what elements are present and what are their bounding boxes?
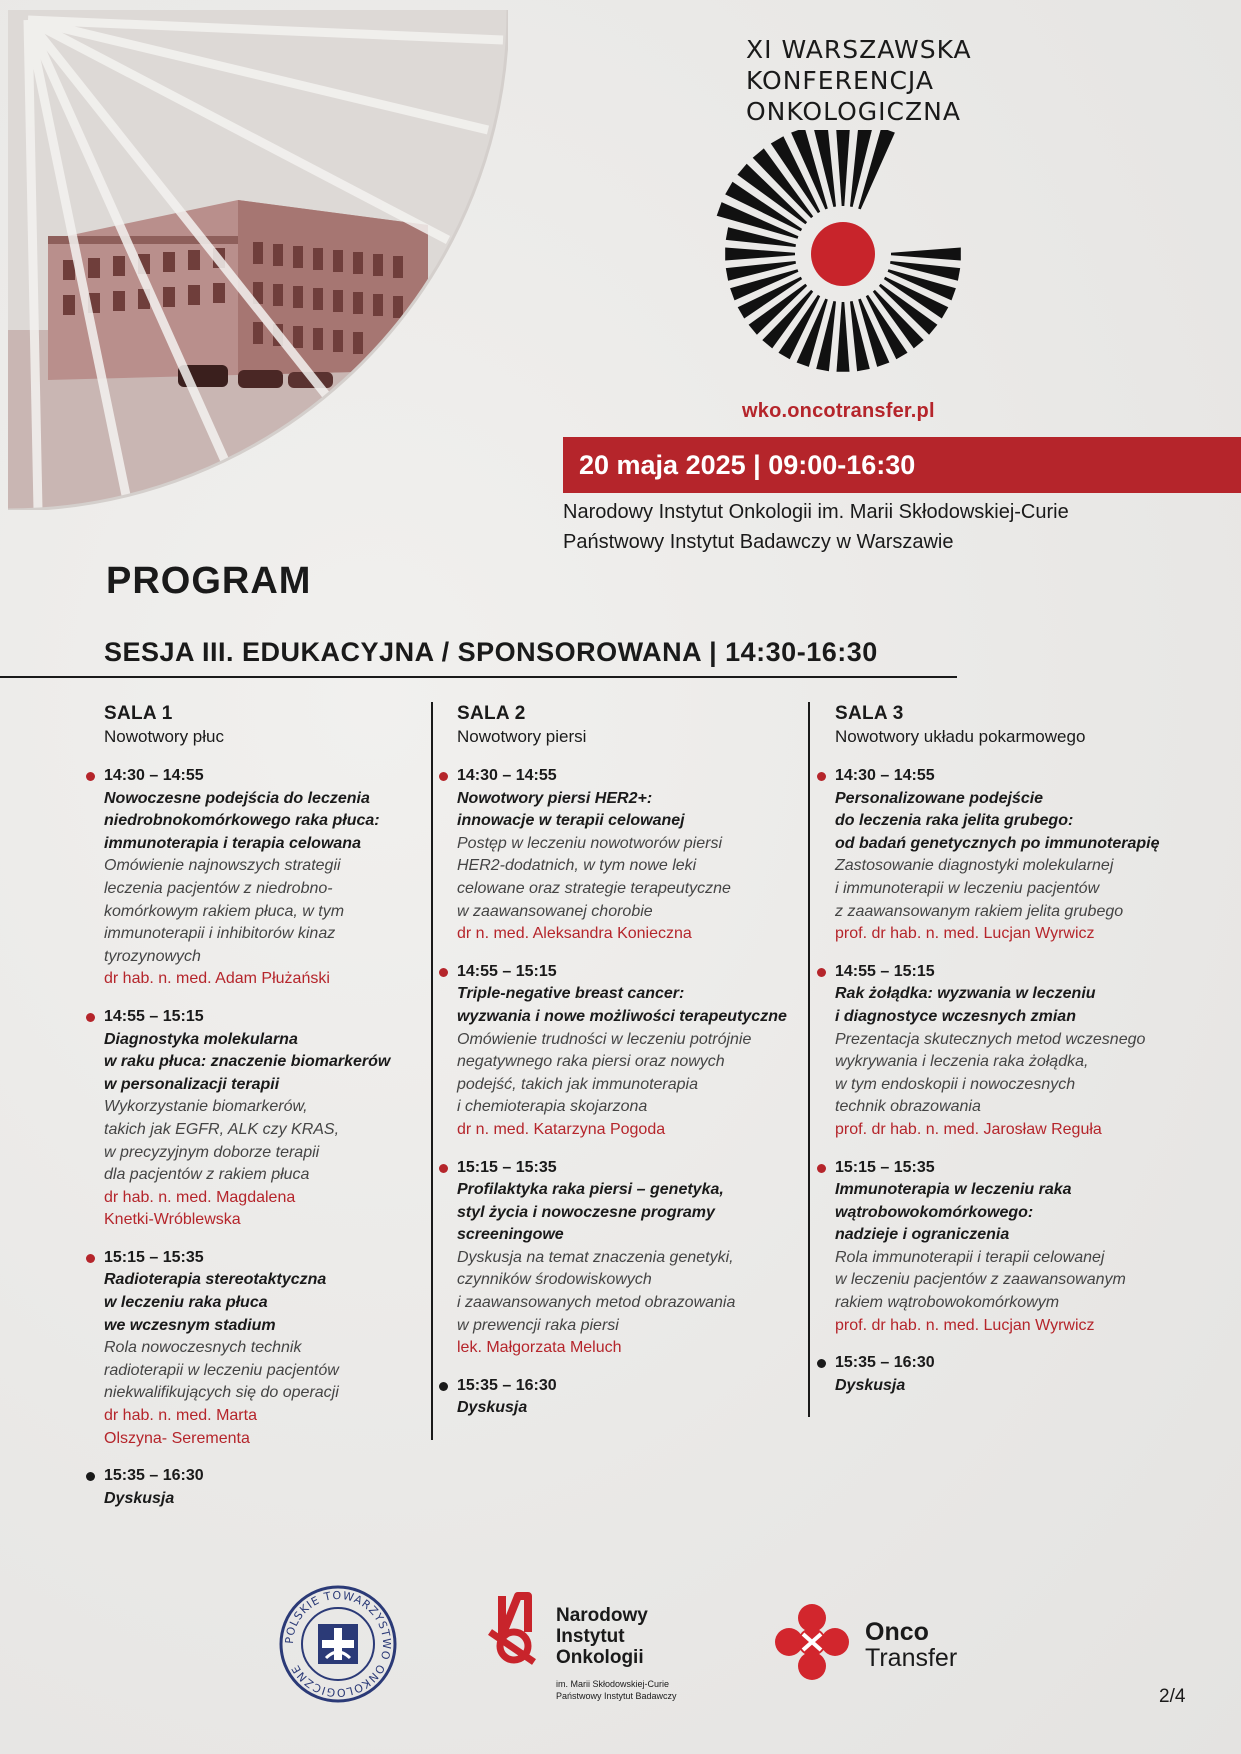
- program-item: [104, 1006, 424, 1232]
- sala-2-column: [457, 702, 812, 1435]
- nio-mark-icon: [484, 1592, 554, 1666]
- speaker-name-line: prof. dr hab. n. med. Lucjan Wyrwicz: [835, 925, 1095, 943]
- nio-sub-line: im. Marii Skłodowskiej-Curie: [556, 1679, 670, 1689]
- talk-title-line: wątrobowokomórkowego:: [835, 1203, 1034, 1221]
- talk-title-line: Nowoczesne podejścia do leczenia: [104, 789, 370, 807]
- institute-line: Państwowy Instytut Badawczy w Warszawie: [563, 531, 954, 553]
- talk-description-line: takich jak EGFR, ALK czy KRAS,: [104, 1120, 340, 1138]
- sunburst-ray: [837, 302, 850, 372]
- talk-description-line: celowane oraz strategie terapeutyczne: [457, 879, 731, 897]
- talk-description-line: czynników środowiskowych: [457, 1271, 652, 1289]
- talk-description-line: i immunoterapii w leczeniu pacjentów: [835, 879, 1100, 897]
- talk-description-line: Wykorzystanie biomarkerów,: [104, 1098, 308, 1116]
- talk-title-line: Diagnostyka molekularna: [104, 1030, 298, 1048]
- talk-title-line: Profilaktyka raka piersi – genetyka,: [457, 1181, 724, 1199]
- talk-description-line: dla pacjentów z rakiem płuca: [104, 1166, 310, 1184]
- sala-3-column: [835, 702, 1230, 1412]
- item-time: 14:30 – 14:55: [104, 767, 204, 784]
- talk-description-line: Prezentacja skutecznych metod wczesnego: [835, 1030, 1146, 1048]
- item-time: 15:35 – 16:30: [104, 1467, 204, 1485]
- bullet-red-icon: [86, 772, 95, 781]
- sunburst-ray: [836, 130, 851, 206]
- talk-title-line: Rak żołądka: wyzwania w leczeniu: [835, 985, 1096, 1003]
- item-time: 15:15 – 15:35: [835, 1158, 935, 1176]
- sunburst-ray: [891, 248, 961, 261]
- sunburst-ray: [813, 130, 836, 207]
- speaker-name-line: Knetki-Wróblewska: [104, 1211, 241, 1229]
- sala-name: SALA 2: [457, 703, 526, 724]
- oncotransfer-mark-icon: [775, 1604, 849, 1680]
- sala-topic: Nowotwory układu pokarmowego: [835, 727, 1086, 746]
- talk-title-line: Nowotwory piersi HER2+:: [457, 789, 653, 807]
- speaker-name-line: dr hab. n. med. Adam Płużański: [104, 970, 330, 988]
- talk-description-line: tyrozynowych: [104, 947, 201, 965]
- conference-title-line: KONFERENCJA: [746, 66, 934, 95]
- talk-description-line: rakiem wątrobowokomórkowym: [835, 1294, 1060, 1312]
- talk-description-line: z zaawansowanym rakiem jelita grubego: [835, 902, 1124, 920]
- talk-title-line: Radioterapia stereotaktyczna: [104, 1271, 327, 1289]
- program-item: [457, 1157, 812, 1360]
- talk-title-line: Triple-negative breast cancer:: [457, 985, 685, 1003]
- talk-title-line: i diagnostyce wczesnych zmian: [835, 1007, 1076, 1025]
- bullet-red-icon: [817, 1164, 826, 1173]
- sunburst-ray: [850, 130, 873, 207]
- sala-name: SALA 3: [835, 703, 904, 724]
- sala-1-column: [104, 702, 424, 1525]
- talk-description-line: technik obrazowania: [835, 1098, 981, 1116]
- sunburst-ray: [726, 261, 796, 281]
- conference-title-line: ONKOLOGICZNA: [746, 97, 961, 126]
- speaker-name-line: prof. dr hab. n. med. Jarosław Reguła: [835, 1120, 1102, 1138]
- session-divider: [0, 676, 957, 678]
- talk-description-line: immunoterapii i inhibitorów kinaz: [104, 925, 336, 943]
- talk-description-line: HER2-dodatnich, w tym nowe leki: [457, 857, 697, 875]
- talk-description-line: Omówienie trudności w leczeniu potrójnie: [457, 1030, 752, 1048]
- talk-title-line: we wczesnym stadium: [104, 1316, 276, 1334]
- conference-title: [746, 34, 972, 127]
- talk-title-line: Dyskusja: [835, 1376, 906, 1394]
- bullet-red-icon: [86, 1254, 95, 1263]
- nio-line: Onkologii: [556, 1647, 644, 1668]
- talk-description-line: negatywnego raka piersi oraz nowych: [457, 1053, 725, 1071]
- talk-description-line: radioterapii w leczeniu pacjentów: [104, 1361, 339, 1379]
- bullet-red-icon: [817, 968, 826, 977]
- item-time: 15:15 – 15:35: [457, 1158, 557, 1176]
- program-item: [457, 1375, 812, 1420]
- talk-description-line: Postęp w leczeniu nowotworów piersi: [457, 834, 723, 852]
- talk-title-line: do leczenia raka jelita grubego:: [835, 812, 1074, 830]
- sunburst-ray: [890, 261, 960, 281]
- program-item: [457, 765, 812, 946]
- program-item: [835, 1157, 1230, 1338]
- talk-title-line: screeningowe: [457, 1226, 564, 1244]
- bullet-black-icon: [86, 1472, 95, 1481]
- sala-topic: Nowotwory piersi: [457, 727, 587, 746]
- talk-description-line: leczenia pacjentów z niedrobno-: [104, 879, 333, 897]
- talk-description-line: Dyskusja na temat znaczenia genetyki,: [457, 1248, 734, 1266]
- talk-description-line: Rola immunoterapii i terapii celowanej: [835, 1248, 1105, 1266]
- talk-description-line: Rola nowoczesnych technik: [104, 1339, 302, 1357]
- talk-title-line: od badań genetycznych po immunoterapię: [835, 834, 1160, 852]
- bullet-black-icon: [817, 1359, 826, 1368]
- bullet-red-icon: [439, 968, 448, 977]
- speaker-name-line: lek. Małgorzata Meluch: [457, 1339, 622, 1357]
- program-item: [104, 765, 424, 991]
- talk-description-line: komórkowym rakiem płuca, w tym: [104, 902, 345, 920]
- date-banner: 20 maja 2025 | 09:00-16:30: [563, 437, 1241, 493]
- bullet-red-icon: [817, 772, 826, 781]
- speaker-name-line: dr hab. n. med. Marta: [104, 1407, 257, 1425]
- talk-description-line: w zaawansowanej chorobie: [457, 902, 653, 920]
- program-item: [104, 1465, 424, 1510]
- page-number: 2/4: [1159, 1686, 1186, 1707]
- program-item: [835, 1352, 1230, 1397]
- item-time: 15:35 – 16:30: [835, 1354, 935, 1372]
- speaker-name-line: dr n. med. Aleksandra Konieczna: [457, 925, 692, 943]
- item-time: 15:35 – 16:30: [457, 1376, 557, 1394]
- sunburst-logo-icon: [700, 130, 1000, 390]
- sala-name: SALA 1: [104, 703, 173, 724]
- institute-line: Narodowy Instytut Onkologii im. Marii Skłodowskiej-Curie: [563, 501, 1069, 523]
- talk-description-line: w precyzyjnym doborze terapii: [104, 1143, 320, 1161]
- talk-title-line: styl życia i nowoczesne programy: [457, 1203, 715, 1221]
- nio-line: Narodowy: [556, 1605, 648, 1626]
- nio-sub-line: Państwowy Instytut Badawczy: [556, 1691, 677, 1701]
- bullet-red-icon: [439, 1164, 448, 1173]
- talk-title-line: nadzieje i ograniczenia: [835, 1226, 1010, 1244]
- talk-title-line: Personalizowane podejście: [835, 789, 1044, 807]
- bullet-red-icon: [86, 1013, 95, 1022]
- bullet-black-icon: [439, 1382, 448, 1391]
- sala-topic: Nowotwory płuc: [104, 727, 224, 746]
- talk-title-line: Immunoterapia w leczeniu raka: [835, 1181, 1072, 1199]
- program-item: [104, 1247, 424, 1450]
- talk-title-line: w leczeniu raka płuca: [104, 1294, 268, 1312]
- item-time: 14:55 – 15:15: [104, 1007, 204, 1025]
- program-item: [835, 961, 1230, 1142]
- talk-description-line: i zaawansowanych metod obrazowania: [457, 1294, 736, 1312]
- talk-title-line: Dyskusja: [457, 1399, 528, 1417]
- talk-title-line: innowacje w terapii celowanej: [457, 812, 685, 830]
- sunburst-ray: [850, 301, 870, 371]
- conference-url[interactable]: wko.oncotransfer.pl: [742, 400, 935, 422]
- speaker-name-line: prof. dr hab. n. med. Lucjan Wyrwicz: [835, 1316, 1095, 1334]
- pto-ring-text: POLSKIE TOWARZYSTWO ONKOLOGICZNE: [282, 1588, 394, 1700]
- onco-text: Onco: [865, 1618, 929, 1646]
- bullet-red-icon: [439, 772, 448, 781]
- talk-description-line: Omówienie najnowszych strategii: [104, 857, 341, 875]
- talk-description-line: wykrywania i leczenia raka żołądka,: [835, 1053, 1089, 1071]
- pto-logo-icon: [278, 1584, 398, 1704]
- talk-description-line: w prewencji raka piersi: [457, 1316, 619, 1334]
- talk-title-line: w personalizacji terapii: [104, 1075, 280, 1093]
- hero-building-illustration: [8, 10, 508, 510]
- sunburst-ray: [726, 227, 796, 247]
- program-item: [457, 961, 812, 1142]
- speaker-name-line: dr n. med. Katarzyna Pogoda: [457, 1120, 666, 1138]
- talk-title-line: w raku płuca: znaczenie biomarkerów: [104, 1053, 391, 1071]
- talk-description-line: w leczeniu pacjentów z zaawansowanym: [835, 1271, 1126, 1289]
- speaker-name-line: Olszyna- Serementa: [104, 1429, 250, 1447]
- column-divider: [431, 702, 433, 1440]
- sunburst-ray: [725, 248, 795, 261]
- talk-title-line: niedrobnokomórkowego raka płuca:: [104, 812, 380, 830]
- program-item: [835, 765, 1230, 946]
- talk-description-line: i chemioterapia skojarzona: [457, 1098, 648, 1116]
- session-heading: SESJA III. EDUKACYJNA / SPONSOROWANA | 14:30-16:30: [104, 637, 878, 667]
- sunburst-ray: [816, 301, 836, 371]
- speaker-name-line: dr hab. n. med. Magdalena: [104, 1188, 296, 1206]
- talk-title-line: Dyskusja: [104, 1489, 175, 1507]
- talk-description-line: podejść, takich jak immunoterapia: [457, 1075, 699, 1093]
- venue-institute: [563, 497, 1069, 557]
- item-time: 14:30 – 14:55: [457, 767, 557, 784]
- transfer-text: Transfer: [865, 1644, 958, 1672]
- nio-line: Instytut: [556, 1626, 625, 1647]
- item-time: 14:55 – 15:15: [457, 962, 557, 980]
- item-time: 14:30 – 14:55: [835, 767, 935, 784]
- item-time: 14:55 – 15:15: [835, 962, 935, 980]
- talk-title-line: wyzwania i nowe możliwości terapeutyczne: [457, 1007, 787, 1025]
- talk-description-line: w tym endoskopii i nowoczesnych: [835, 1075, 1076, 1093]
- item-time: 15:15 – 15:35: [104, 1248, 204, 1266]
- conference-title-line: XI WARSZAWSKA: [746, 35, 972, 64]
- talk-description-line: Zastosowanie diagnostyki molekularnej: [835, 857, 1114, 875]
- program-heading: PROGRAM: [106, 560, 312, 602]
- talk-title-line: immunoterapia i terapia celowana: [104, 834, 361, 852]
- talk-description-line: niekwalifikujących się do operacji: [104, 1384, 339, 1402]
